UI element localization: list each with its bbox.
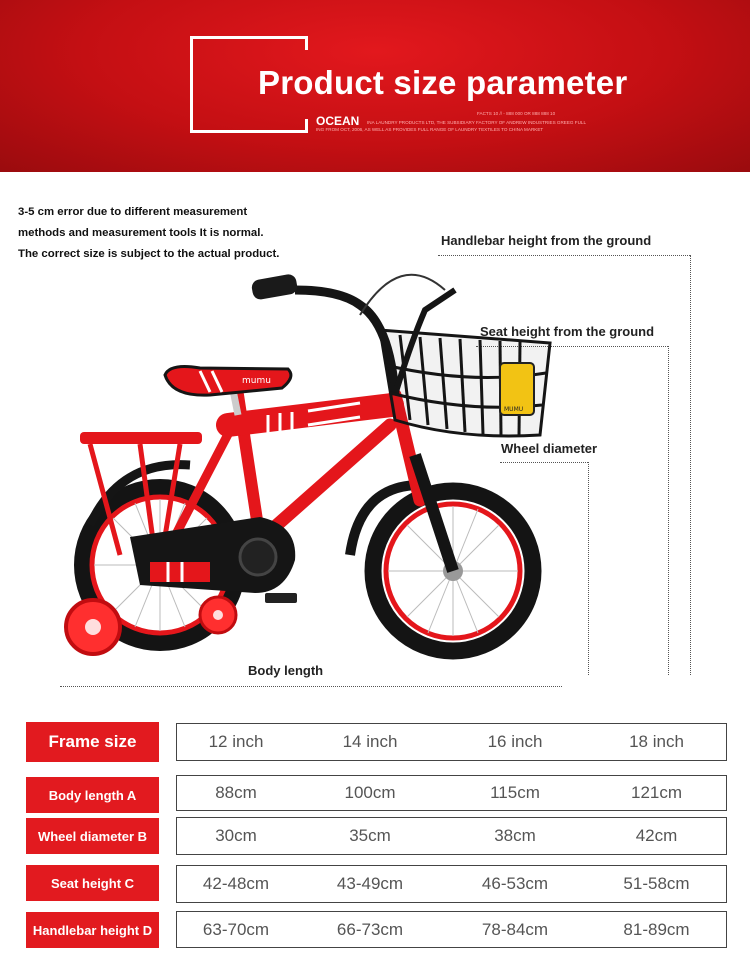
pedal bbox=[265, 593, 297, 603]
note-line-1: 3-5 cm error due to different measurement bbox=[18, 206, 248, 218]
saddle-brand-text: mumu bbox=[242, 376, 271, 386]
table-cell: 42cm bbox=[635, 826, 678, 845]
kids-bike-illustration bbox=[60, 255, 560, 675]
frame-size-label: Frame size bbox=[26, 722, 159, 762]
wheel-diameter-label: Wheel diameter bbox=[501, 441, 598, 456]
table-cell: 121cm bbox=[630, 783, 683, 802]
table-cell: 38cm bbox=[494, 826, 536, 845]
wheel-diameter-row bbox=[176, 817, 727, 855]
seat-guide-vertical bbox=[668, 346, 669, 675]
basket-tag-text: MUMU bbox=[504, 406, 524, 413]
page-title: Product size parameter bbox=[258, 64, 628, 101]
table-cell: 78-84cm bbox=[481, 919, 549, 939]
chain-guard bbox=[130, 517, 295, 593]
note-line-2: methods and measurement tools It is normal. bbox=[18, 227, 264, 239]
table-cell: 115cm bbox=[490, 783, 540, 802]
table-cell: 30cm bbox=[215, 826, 257, 845]
fine-print-line-3: ING FROM OCT, 2006, AS WELL AS PROVIDES FULL RANGE OF LAUNDRY TEXTILES TO CHINA MARKET bbox=[316, 127, 544, 132]
saddle bbox=[165, 367, 291, 396]
front-basket bbox=[380, 330, 550, 436]
handlebar-guide-vertical bbox=[690, 255, 691, 675]
body-length-row bbox=[176, 775, 727, 811]
seat-height-label: Seat height from the ground bbox=[480, 324, 655, 339]
wheel-guide-vertical bbox=[588, 462, 589, 675]
body-length-row-label: Body length A bbox=[26, 777, 159, 813]
wheel-diameter-row-label: Wheel diameter B bbox=[26, 818, 159, 854]
table-cell: 51-58cm bbox=[623, 874, 690, 893]
table-cell: 100cm bbox=[344, 783, 396, 802]
fine-print-line-1: FACTS 10 // - 888 000 OR 888 888 10 bbox=[477, 111, 556, 116]
table-cell: 46-53cm bbox=[481, 874, 549, 893]
table-cell: 42-48cm bbox=[202, 874, 270, 893]
table-cell: 81-89cm bbox=[623, 919, 690, 939]
table-cell: 35cm bbox=[349, 826, 391, 845]
seat-height-row-label: Seat height C bbox=[26, 865, 159, 901]
brand-name: OCEAN bbox=[316, 114, 360, 128]
header-banner bbox=[0, 0, 750, 172]
table-cell: 88cm bbox=[215, 783, 257, 802]
table-cell: 66-73cm bbox=[336, 919, 404, 939]
seat-height-row bbox=[176, 865, 727, 903]
body-length-guide bbox=[60, 686, 562, 687]
note-line-3: The correct size is subject to the actual product. bbox=[18, 248, 280, 260]
fine-print-line-2: INA LAUNDRY PRODUCTS LTD, THE SUBSIDIARY FACTORY OF ANDREW INDUSTRIES GREEG FULL bbox=[367, 120, 587, 125]
body-length-label: Body length bbox=[248, 663, 324, 678]
table-cell: 63-70cm bbox=[202, 919, 270, 939]
handlebar-height-label: Handlebar height from the ground bbox=[441, 233, 652, 248]
table-cell: 43-49cm bbox=[336, 874, 404, 893]
frame-size-cell: 18 inch bbox=[629, 732, 684, 751]
handlebar-height-row bbox=[176, 911, 727, 948]
frame-size-cell: 14 inch bbox=[342, 732, 398, 751]
handlebar-height-row-label: Handlebar height D bbox=[26, 912, 159, 948]
frame-size-cell: 16 inch bbox=[487, 732, 543, 751]
frame-size-cell: 12 inch bbox=[208, 732, 264, 751]
frame-size-row bbox=[176, 723, 727, 761]
